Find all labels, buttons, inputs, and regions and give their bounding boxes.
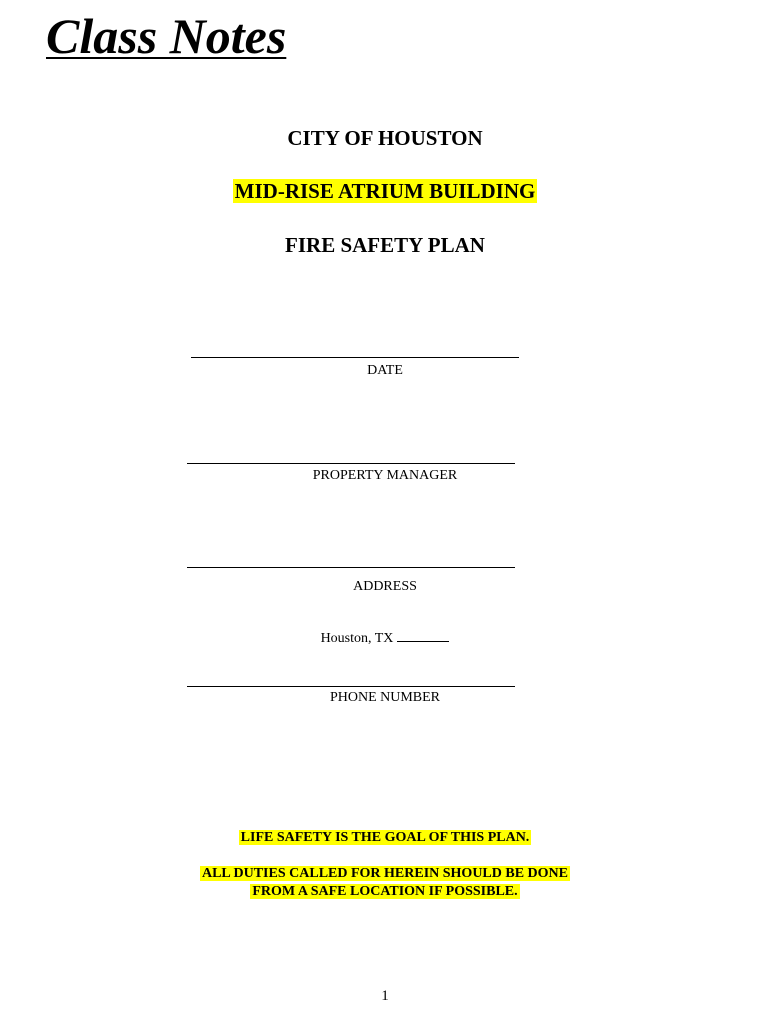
page-number: 1 [381,988,389,1004]
city-heading [0,124,770,152]
plan-title-heading [0,231,770,259]
plan-title-text: FIRE SAFETY PLAN [285,233,485,257]
date-signature-line[interactable] [191,357,519,358]
duties-notice-text-1: ALL DUTIES CALLED FOR HEREIN SHOULD BE DONE [201,866,569,881]
life-safety-goal-text: LIFE SAFETY IS THE GOAL OF THIS PLAN. [240,830,530,845]
phone-number-label: PHONE NUMBER [329,690,441,705]
duties-notice-line-1 [0,865,770,883]
city-state-text: Houston, TX [320,631,394,646]
duties-notice-text-2: FROM A SAFE LOCATION IF POSSIBLE. [252,884,518,899]
property-manager-signature-line[interactable] [187,463,515,464]
building-type-text: MID-RISE ATRIUM BUILDING [234,179,536,203]
address-line[interactable] [187,567,515,568]
building-type-heading [0,177,770,205]
phone-number-line[interactable] [187,686,515,687]
city-state-row [0,627,770,648]
address-label: ADDRESS [353,579,417,594]
property-manager-label: PROPERTY MANAGER [312,468,458,483]
class-notes-title: Class Notes [46,8,287,64]
zip-code-blank[interactable] [397,627,449,642]
date-label: DATE [367,363,403,378]
duties-notice-line-2 [0,883,770,901]
city-heading-text: CITY OF HOUSTON [287,126,483,150]
life-safety-goal-notice [0,829,770,847]
